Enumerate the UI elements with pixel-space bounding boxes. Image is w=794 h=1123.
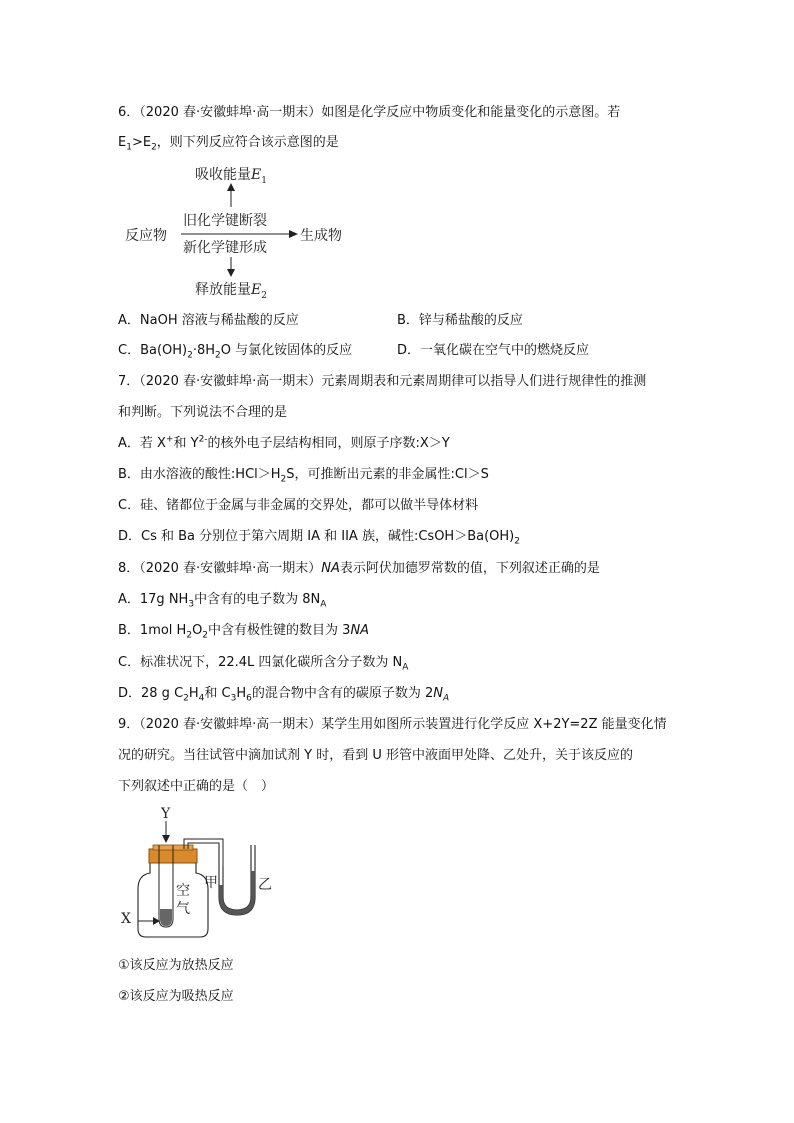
q6-down-arrow-head bbox=[227, 269, 235, 277]
q8-b-text-a: B．1mol H bbox=[118, 623, 187, 638]
q8-number: 8． bbox=[118, 561, 140, 576]
q8-d-sub-1: 2 bbox=[183, 693, 189, 704]
q9-liquid-x bbox=[160, 909, 172, 926]
q6-main-arrow-head bbox=[289, 230, 298, 238]
q7-d-text-a: D．Cs 和 Ba 分别位于第六周期 IA 和 IIA 族，碱性:CsOH＞Ba(OH) bbox=[118, 529, 515, 544]
q9-label-y: Y bbox=[161, 806, 171, 822]
q6-c-sub-2: 2 bbox=[215, 350, 221, 361]
q8-na-symbol: NA bbox=[321, 561, 340, 576]
q6-product-label: 生成物 bbox=[300, 228, 342, 244]
q8-b-text-e: 中含有极性键的数目为 3 bbox=[208, 623, 351, 638]
q8-d-sub-4: 6 bbox=[246, 693, 252, 704]
q7-a-text-a: A．若 X bbox=[118, 436, 166, 451]
q6-option-c[interactable] bbox=[118, 342, 352, 360]
q6-c-text-e: O 与氯化铵固体的反应 bbox=[220, 343, 353, 358]
q6-release-e-sub: 2 bbox=[261, 290, 267, 301]
q8-c-text-a: C．标准状况下，22.4L 四氯化碳所含分子数为 N bbox=[118, 655, 403, 670]
q9-stem-line1 bbox=[118, 716, 667, 734]
q8-d-text-i: 的混合物中含有的碳原子数为 2 bbox=[251, 686, 434, 701]
q8-option-c[interactable] bbox=[118, 654, 408, 672]
q6-option-a[interactable]: A．NaOH 溶液与稀盐酸的反应 bbox=[118, 313, 299, 328]
q9-stem-1: 某学生用如图所示装置进行化学反应 X+2Y=2Z 能量变化情 bbox=[321, 717, 667, 732]
q7-a-text-c: 和 Y bbox=[173, 436, 199, 451]
q8-source: （2020 春·安徽蚌埠·高一期末） bbox=[139, 561, 322, 576]
q6-gt-e2: >E bbox=[131, 135, 152, 150]
q8-b-sub-1: 2 bbox=[186, 630, 193, 641]
q6-number: 6． bbox=[118, 105, 140, 120]
q9-statement-1: ①该反应为放热反应 bbox=[118, 958, 234, 973]
q6-e1-sub: 1 bbox=[126, 142, 132, 153]
q8-d-sub-2: 4 bbox=[198, 693, 205, 704]
q8-d-sub-3: 3 bbox=[230, 693, 237, 704]
q6-e2-sub: 2 bbox=[151, 142, 157, 153]
q8-stem: 表示阿伏加德罗常数的值，下列叙述正确的是 bbox=[339, 561, 600, 576]
q6-c-sub-1: 2 bbox=[187, 350, 193, 361]
q9-label-x: X bbox=[121, 911, 131, 927]
q6-stem-1: 如图是化学反应中物质变化和能量变化的示意图。若 bbox=[321, 105, 621, 120]
q6-e1-letter: E bbox=[118, 135, 127, 150]
q6-option-b[interactable]: B．锌与稀盐酸的反应 bbox=[397, 313, 523, 328]
q8-a-sub-1: 3 bbox=[188, 599, 195, 610]
q8-c-sub: A bbox=[402, 662, 409, 673]
q7-b-sub: 2 bbox=[280, 474, 287, 485]
q9-label-jia: 甲 bbox=[204, 875, 218, 891]
q6-absorb-text: 吸收能量 bbox=[195, 167, 251, 183]
q7-stem-1: 元素周期表和元素周期律可以指导人们进行规律性的推测 bbox=[321, 374, 647, 389]
q8-a-text-c: 中含有的电子数为 8N bbox=[194, 592, 321, 607]
q6-reactant-label: 反应物 bbox=[125, 228, 167, 244]
q7-source: （2020 春·安徽蚌埠·高一期末） bbox=[139, 374, 322, 389]
q8-d-text-e: 和 C bbox=[204, 686, 231, 701]
q8-option-b[interactable] bbox=[118, 622, 369, 640]
q9-u-tube-liquid bbox=[219, 871, 255, 915]
q7-a-sup-2: 2- bbox=[198, 434, 208, 445]
q7-option-c[interactable]: C．硅、锗都位于金属与非金属的交界处，都可以做半导体材料 bbox=[118, 498, 479, 513]
q9-u-tube-inner bbox=[223, 845, 251, 910]
q6-diagram-arrows bbox=[0, 0, 794, 320]
q8-a-sub-2: A bbox=[320, 599, 327, 610]
q8-d-text-c: H bbox=[188, 686, 199, 701]
q6-source: （2020 春·安徽蚌埠·高一期末） bbox=[139, 105, 322, 120]
q7-b-text-a: B．由水溶液的酸性:HCl＞H bbox=[118, 467, 281, 482]
q6-absorb-e: E bbox=[251, 167, 262, 183]
q7-option-d[interactable] bbox=[118, 528, 520, 546]
q6-release-e: E bbox=[251, 282, 262, 298]
q9-y-arrow-head bbox=[162, 835, 170, 843]
q6-option-d[interactable]: D．一氧化碳在空气中的燃烧反应 bbox=[397, 343, 590, 358]
q8-d-text-g: H bbox=[236, 686, 247, 701]
q8-b-sub-2: 2 bbox=[202, 630, 209, 641]
q7-b-text-c: S，可推断出元素的非金属性:Cl＞S bbox=[286, 467, 489, 482]
q9-statement-2: ②该反应为吸热反应 bbox=[118, 989, 234, 1004]
q9-source: （2020 春·安徽蚌埠·高一期末） bbox=[139, 717, 322, 732]
q6-break-label: 旧化学键断裂 bbox=[183, 213, 267, 229]
q8-d-text-a: D．28 g C bbox=[118, 686, 184, 701]
q7-option-b[interactable] bbox=[118, 466, 489, 484]
q9-stem-line3: 下列叙述中正确的是（ ） bbox=[118, 779, 275, 794]
q7-d-sub: 2 bbox=[514, 536, 520, 547]
q7-number: 7． bbox=[118, 374, 140, 389]
q7-stem-line1 bbox=[118, 373, 646, 391]
q6-c-text-a: C．Ba(OH) bbox=[118, 343, 188, 358]
q6-absorb-e-sub: 1 bbox=[261, 175, 267, 186]
q6-up-arrow-head bbox=[227, 183, 235, 191]
q6-stem-2: ，则下列反应符合该示意图的是 bbox=[156, 135, 339, 150]
q9-stem-line2: 况的研究。当往试管中滴加试剂 Y 时，看到 U 形管中液面甲处降、乙处升，关于该反应的 bbox=[118, 748, 633, 763]
q8-stem-line bbox=[118, 560, 600, 578]
q7-a-sup-1: + bbox=[165, 434, 174, 445]
q8-option-d[interactable] bbox=[118, 685, 449, 703]
q8-d-sub-5: A bbox=[443, 693, 450, 704]
q8-option-a[interactable] bbox=[118, 591, 326, 609]
q6-release-text: 释放能量 bbox=[195, 282, 251, 298]
q9-label-air2: 气 bbox=[176, 901, 190, 917]
q7-stem-line2: 和判断。下列说法不合理的是 bbox=[118, 405, 288, 420]
q9-label-air1: 空 bbox=[176, 883, 190, 899]
q7-a-text-e: 的核外电子层结构相同，则原子序数:X＞Y bbox=[207, 436, 450, 451]
q8-b-na: NA bbox=[350, 623, 370, 638]
q6-form-label: 新化学键形成 bbox=[183, 240, 267, 256]
q7-option-a[interactable] bbox=[118, 435, 450, 453]
q8-b-text-c: O bbox=[192, 623, 203, 638]
q6-c-text-c: ·8H bbox=[192, 343, 216, 358]
q9-number: 9． bbox=[118, 717, 140, 732]
q8-a-text-a: A．17g NH bbox=[118, 592, 189, 607]
q9-label-yi: 乙 bbox=[258, 877, 272, 893]
q8-d-n: N bbox=[433, 686, 444, 701]
